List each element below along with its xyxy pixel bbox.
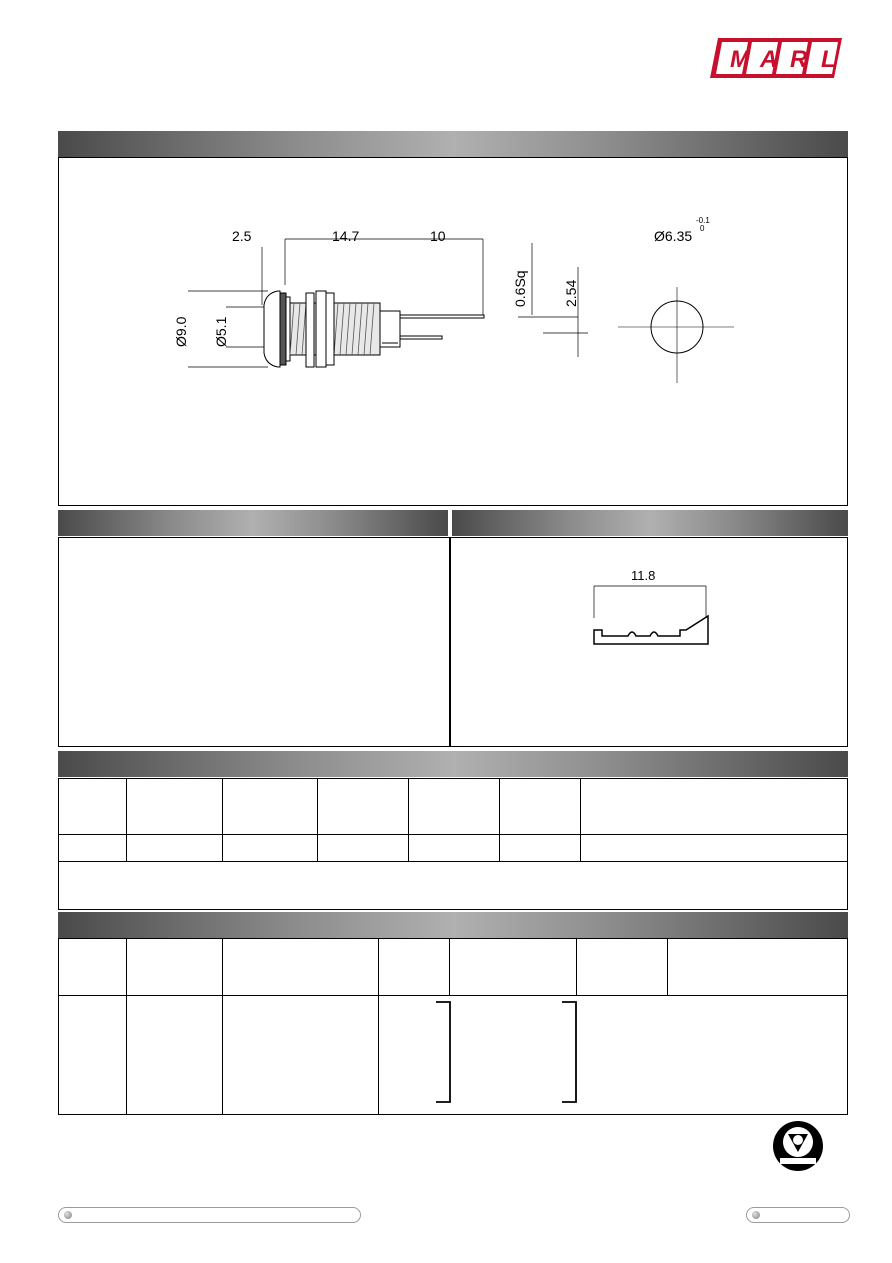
bullet-icon: [752, 1211, 760, 1219]
table2-col-divider: [126, 938, 127, 1115]
marl-logo-icon: [708, 36, 844, 80]
dim-pin-square-text: 0.6Sq: [512, 270, 528, 307]
registered-firm-icon: [772, 1120, 824, 1172]
logo-letter-a: A: [760, 46, 778, 73]
footer-left-pill: [58, 1207, 361, 1223]
table1-section-header: [58, 751, 848, 777]
bullet-icon: [64, 1211, 72, 1219]
table2-col-divider: [576, 938, 577, 996]
table1-row-divider: [58, 834, 848, 835]
dim-outer-dia-text: Ø9.0: [173, 316, 189, 347]
right-section-header: [452, 510, 848, 536]
dim-pin-pitch-text: 2.54: [563, 279, 579, 307]
table2-col-divider: [378, 938, 379, 1115]
dimension-drawing: [58, 157, 848, 506]
table1-col-divider: [317, 778, 318, 862]
logo-letter-r: R: [790, 46, 808, 73]
table1-col-divider: [499, 778, 500, 862]
table1-col-divider: [222, 778, 223, 862]
tolerance-lower-text: 0: [700, 224, 705, 233]
certification-mark: [772, 1120, 824, 1172]
dim-lens-dia-text: Ø5.1: [213, 316, 229, 347]
table1-row-divider: [58, 861, 848, 862]
table2-section-header: [58, 912, 848, 938]
drawing-section-header: [58, 131, 848, 157]
table2-col-divider: [222, 938, 223, 1115]
footer-right-pill: [746, 1207, 850, 1223]
tolerance-upper-text: -0.1: [696, 216, 710, 225]
table1-col-divider: [580, 778, 581, 862]
table2-row-divider: [58, 995, 848, 996]
left-section-header: [58, 510, 448, 536]
dim-panel-hole-text: Ø6.35: [654, 228, 693, 244]
dim-pins-text: 10: [430, 228, 446, 244]
profile-drawing: [580, 562, 730, 652]
table1: [58, 778, 848, 910]
company-logo: [708, 36, 844, 80]
logo-letter-m: M: [730, 46, 750, 73]
table1-col-divider: [126, 778, 127, 862]
table1-col-divider: [408, 778, 409, 862]
left-info-panel: [58, 537, 450, 747]
logo-letter-l: L: [821, 46, 836, 73]
table2-col-divider: [667, 938, 668, 996]
profile-length-text: 11.8: [631, 568, 656, 583]
dim-flange-text: 2.5: [232, 228, 252, 244]
table2-brackets: [430, 998, 580, 1108]
table2-col-divider: [449, 938, 450, 996]
dim-body-text: 14.7: [332, 228, 360, 244]
